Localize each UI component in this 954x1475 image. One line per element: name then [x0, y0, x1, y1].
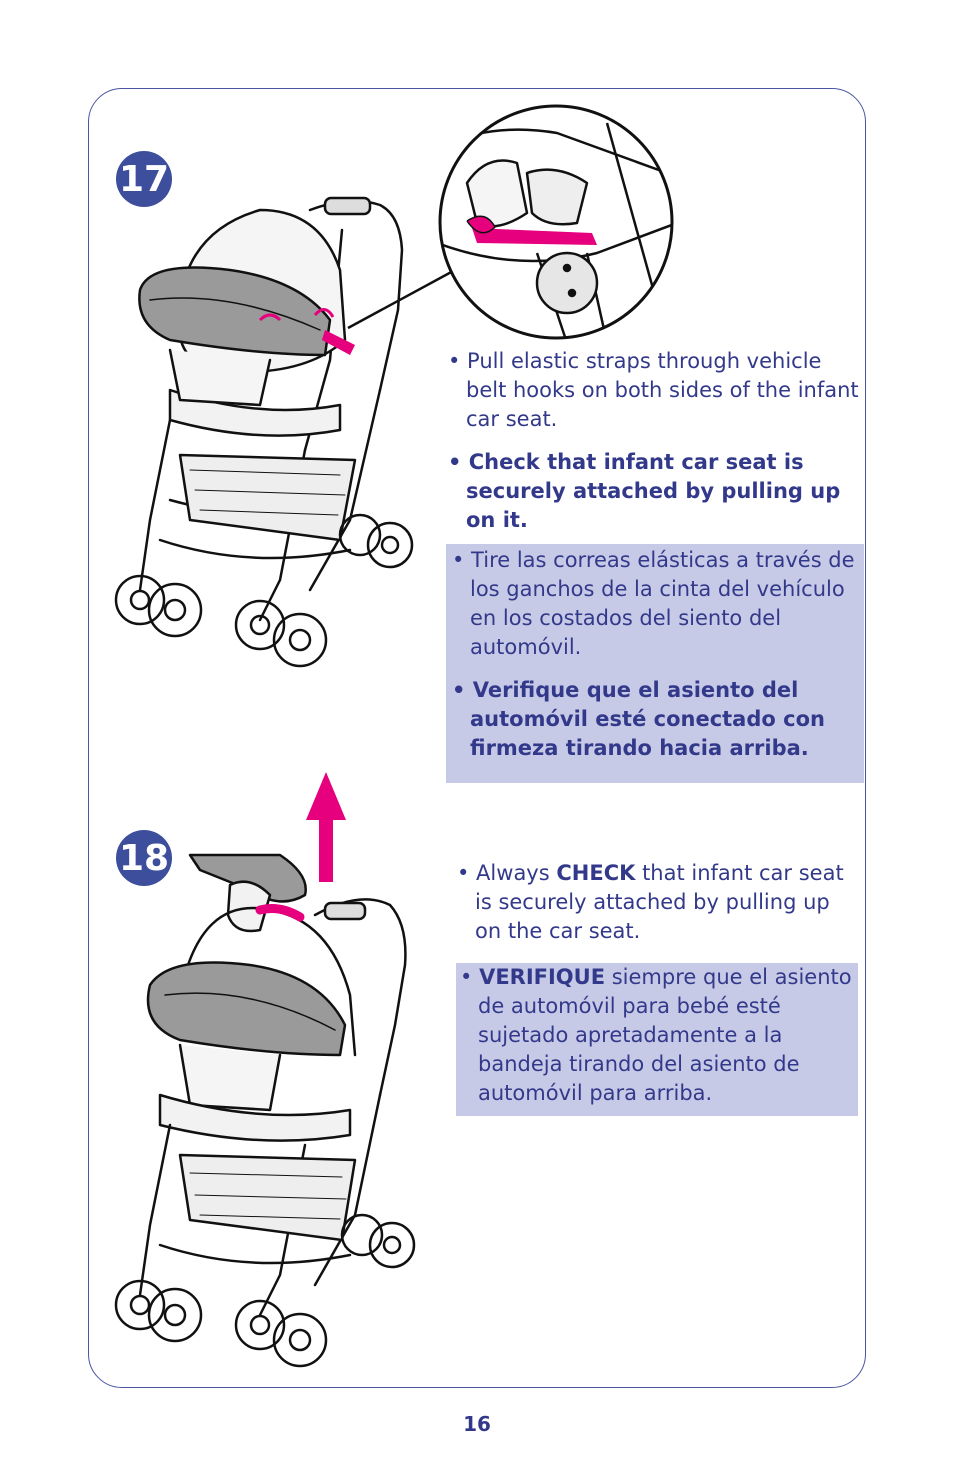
step-17-english-bullet-2: • Check that infant car seat is securely attached by pulling up on it. [448, 450, 841, 532]
step-17-english-text [448, 347, 863, 535]
step-17-english-bullet-1: • Pull elastic straps through vehicle belt hooks on both sides of the infant car seat. [448, 349, 859, 431]
step-18-english-text [457, 859, 857, 946]
strap-hook-detail-illustration [437, 103, 675, 341]
step-17-spanish-bullet-1: • Tire las correas elásticas a través de los ganchos de la cinta del vehículo en los costados del siento del automóvil. [452, 548, 855, 659]
step-18-spanish-emphasis: VERIFIQUE [479, 965, 606, 989]
step-17-spanish-box [446, 544, 864, 783]
step-18-english-prefix: • Always [457, 861, 557, 885]
step-17-number: 17 [118, 158, 170, 200]
step-18-spanish-box [456, 963, 858, 1116]
step-18-spanish-prefix: • [460, 965, 480, 989]
step-18-spanish-suffix: siempre que el asiento de automóvil para bebé esté sujetado apretadamente a la bandeja tirando del asiento de automóvil para arriba. [478, 965, 852, 1105]
step-18-english-emphasis: CHECK [556, 861, 636, 885]
step-18-number: 18 [118, 837, 170, 879]
stroller-with-car-seat-illustration [110, 190, 430, 680]
step-18-english-suffix: that infant car seat is securely attached by pulling up on the car seat. [475, 861, 844, 943]
hand-lifting-handle-illustration [110, 855, 430, 1375]
step-18-english-bullet [457, 859, 857, 946]
step-18-spanish-bullet [460, 963, 854, 1108]
page-number: 16 [463, 1412, 491, 1436]
step-17-spanish-bullet-2: • Verifique que el asiento del automóvil esté conectado con firmeza tirando hacia arriba. [452, 678, 825, 760]
